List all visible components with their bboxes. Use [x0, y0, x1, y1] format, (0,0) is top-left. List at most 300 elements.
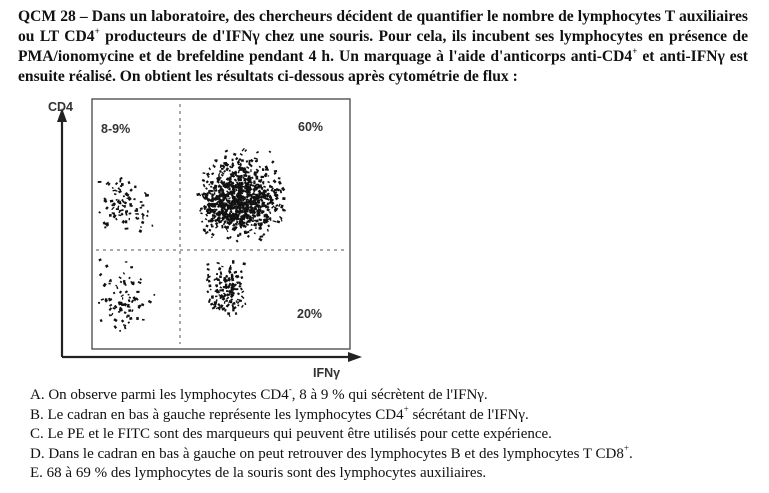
event-dot — [210, 303, 214, 306]
event-dot — [201, 221, 203, 223]
event-dot — [236, 300, 238, 303]
event-dot — [253, 193, 257, 196]
event-dot — [219, 307, 221, 311]
event-dot — [230, 221, 232, 223]
event-dot — [216, 278, 219, 280]
event-dot — [112, 187, 114, 189]
event-dot — [117, 205, 119, 208]
event-dot — [208, 167, 211, 170]
event-dot — [206, 180, 209, 183]
event-dot — [111, 207, 114, 211]
event-dot — [233, 153, 237, 156]
event-dot — [108, 283, 110, 285]
event-dot — [210, 289, 212, 291]
event-dot — [240, 153, 243, 156]
event-dot — [220, 271, 223, 275]
event-dot — [207, 212, 211, 214]
event-dot — [116, 199, 118, 201]
question-part: et anti-IFNγ est ensuite réalisé. On obtient les résultats ci-dessous après cytométrie de flux : — [18, 48, 752, 85]
event-dot — [219, 281, 221, 284]
event-dot — [262, 210, 264, 212]
superscript: + — [632, 45, 638, 56]
event-dot — [278, 181, 282, 185]
event-dot — [237, 282, 241, 283]
event-dot — [229, 315, 231, 317]
event-dot — [126, 315, 127, 318]
event-dot — [136, 317, 139, 320]
event-dot — [219, 170, 222, 173]
event-dot — [223, 286, 226, 288]
event-dot — [209, 298, 211, 301]
event-dot — [98, 258, 101, 261]
event-dot — [218, 267, 221, 271]
quadrant-top-left-percent: 8-9% — [101, 122, 131, 136]
event-dot — [124, 205, 126, 208]
event-dot — [239, 233, 241, 236]
event-dot — [221, 266, 223, 268]
event-dot — [260, 176, 264, 178]
event-dot — [109, 214, 112, 217]
event-dot — [225, 167, 229, 171]
event-dot — [112, 212, 115, 213]
event-dot — [237, 292, 240, 295]
event-dot — [225, 150, 229, 153]
event-dot — [237, 304, 239, 306]
event-dot — [142, 319, 145, 321]
y-axis-label: CD4 — [48, 100, 74, 114]
answer-text: A. On observe parmi les lymphocytes CD4 — [30, 387, 289, 403]
event-dot — [211, 233, 215, 236]
event-dot — [203, 172, 206, 174]
event-dot — [216, 273, 218, 275]
event-dot — [225, 216, 228, 218]
answer-list — [30, 386, 760, 484]
event-dot — [138, 281, 142, 284]
event-dot — [215, 189, 218, 192]
event-dot — [246, 160, 248, 162]
event-dot — [219, 286, 222, 289]
event-dot — [113, 325, 117, 329]
event-dot — [231, 278, 234, 282]
event-dot — [258, 210, 261, 212]
event-dot — [246, 166, 249, 169]
answer-option-e[interactable] — [30, 464, 760, 484]
event-dot — [125, 261, 128, 262]
event-dot — [120, 281, 123, 284]
event-dot — [139, 278, 142, 281]
event-dot — [259, 235, 263, 238]
event-dot — [100, 319, 103, 322]
event-dot — [205, 218, 208, 220]
event-dot — [235, 157, 238, 160]
event-dot — [229, 212, 231, 215]
event-dot — [125, 228, 129, 230]
event-dot — [225, 300, 228, 303]
event-dot — [135, 213, 139, 215]
event-dot — [219, 289, 223, 291]
event-dot — [241, 182, 243, 183]
event-dot — [205, 224, 208, 227]
event-dot — [211, 172, 214, 175]
event-dot — [228, 270, 232, 274]
event-dot — [258, 218, 262, 221]
event-dot — [282, 197, 285, 200]
event-dot — [235, 173, 237, 176]
event-dot — [107, 222, 109, 225]
event-dot — [271, 205, 274, 208]
event-dot — [247, 235, 250, 238]
event-dot — [209, 284, 212, 287]
event-dot — [227, 200, 229, 203]
event-dot — [235, 189, 237, 192]
event-dot — [256, 214, 259, 216]
event-dot — [266, 217, 268, 219]
event-dot — [115, 190, 118, 192]
event-dot — [217, 218, 220, 220]
event-dot — [105, 264, 109, 268]
event-dot — [119, 291, 122, 294]
event-dot — [226, 297, 229, 300]
event-dot — [147, 210, 149, 213]
event-dot — [226, 218, 228, 220]
event-dot — [234, 178, 237, 181]
event-dot — [141, 221, 144, 224]
event-dot — [232, 196, 235, 199]
event-dot — [269, 150, 272, 153]
event-dot — [273, 220, 277, 222]
event-dot — [227, 230, 229, 232]
event-dot — [140, 226, 142, 228]
event-dot — [241, 295, 245, 299]
event-dot — [255, 227, 257, 229]
event-dot — [275, 196, 279, 200]
event-dot — [128, 277, 131, 280]
event-dot — [228, 206, 231, 209]
event-dot — [218, 173, 220, 176]
event-dot — [205, 187, 208, 190]
event-dot — [119, 330, 121, 332]
event-dot — [206, 172, 210, 176]
event-dot — [118, 214, 121, 216]
event-dot — [141, 213, 145, 217]
event-dot — [228, 283, 231, 287]
event-dot — [236, 240, 239, 243]
event-dot — [228, 197, 231, 199]
event-dot — [230, 185, 232, 187]
event-dot — [239, 221, 241, 224]
event-dot — [211, 295, 214, 298]
event-dot — [226, 237, 229, 240]
event-dot — [252, 217, 254, 220]
event-dot — [110, 279, 112, 282]
question-part: producteurs de d'IFNγ chez une souris. Pour cela, ils incubent ses lymphocytes en présence de PMA/ionomycine et de brefeldine pendant 4 h. Un marquage à l'aide d'anticorps anti-CD4 — [18, 28, 752, 65]
event-dot — [127, 294, 129, 296]
event-dot — [239, 164, 242, 166]
event-dot — [232, 308, 234, 312]
event-dot — [265, 214, 267, 217]
event-dot — [262, 168, 264, 171]
event-dot — [216, 307, 218, 309]
event-dot — [250, 224, 252, 226]
event-dot — [208, 183, 210, 185]
event-dot — [280, 204, 284, 208]
event-dot — [131, 309, 133, 312]
event-dot — [232, 260, 235, 264]
event-dot — [129, 188, 132, 191]
event-dot — [128, 299, 131, 302]
x-axis-arrow-icon — [348, 352, 362, 362]
question-text — [18, 7, 752, 87]
answer-text-rest: , 8 à 9 % qui sécrètent de l'IFNγ. — [291, 387, 488, 403]
event-dot — [210, 190, 212, 192]
superscript: - — [288, 384, 292, 394]
event-dot — [98, 302, 100, 304]
event-dot — [203, 184, 206, 188]
event-dot — [202, 179, 206, 182]
event-dot — [230, 211, 233, 213]
event-dot — [208, 229, 211, 232]
answer-text: B. Le cadran en bas à gauche représente les lymphocytes CD4 — [30, 406, 404, 423]
event-dot — [275, 204, 278, 207]
event-dot — [207, 268, 210, 271]
event-dot — [121, 220, 125, 224]
event-dot — [110, 200, 114, 203]
event-dot — [244, 149, 247, 152]
event-dot — [244, 231, 247, 235]
event-dot — [118, 190, 122, 194]
event-dot — [99, 273, 103, 277]
event-dot — [115, 218, 118, 221]
event-dot — [241, 159, 244, 162]
event-dot — [114, 193, 117, 195]
event-dot — [249, 229, 253, 232]
event-dot — [216, 262, 219, 264]
event-dot — [123, 324, 126, 326]
event-dot — [245, 202, 248, 204]
event-dot — [224, 220, 226, 222]
event-dot — [235, 223, 238, 226]
event-dot — [237, 234, 239, 237]
event-dot — [140, 201, 143, 203]
event-dot — [206, 263, 209, 266]
event-dot — [128, 212, 131, 214]
event-dot — [237, 161, 240, 164]
event-dot — [255, 185, 257, 187]
event-dot — [269, 211, 271, 214]
answer-text-rest: . — [628, 445, 633, 462]
event-dot — [124, 326, 127, 329]
event-dot — [200, 207, 203, 210]
event-dot — [129, 317, 132, 320]
event-dot — [259, 166, 261, 168]
event-dot — [254, 232, 256, 234]
event-dot — [281, 187, 285, 191]
event-dot — [98, 181, 102, 183]
event-dot — [139, 229, 143, 233]
event-dot — [215, 296, 218, 298]
event-dot — [129, 218, 130, 220]
event-dot — [237, 214, 238, 216]
answer-text: E. 68 à 69 % des lymphocytes de la souris sont des lymphocytes auxiliaires. — [30, 465, 487, 482]
event-dot — [250, 159, 254, 163]
event-dot — [125, 220, 127, 223]
event-dot — [115, 285, 117, 287]
event-dot — [210, 185, 213, 188]
event-dot — [274, 172, 277, 175]
event-dot — [123, 272, 125, 275]
event-dot — [242, 216, 244, 218]
event-dot — [120, 303, 123, 306]
event-dot — [223, 170, 226, 173]
event-dot — [225, 279, 227, 282]
event-dot — [269, 185, 270, 188]
answer-text: D. Dans le cadran en bas à gauche on peut retrouver des lymphocytes B et des lymphocytes T CD8 — [30, 445, 624, 462]
event-dot — [214, 185, 217, 189]
event-dot — [215, 299, 217, 303]
quadrant-bottom-right-percent: 20% — [297, 307, 323, 321]
flow-cytometry-figure — [0, 92, 380, 387]
event-dot — [235, 312, 238, 315]
event-dot — [226, 290, 228, 292]
event-dot — [123, 303, 127, 307]
event-dot — [132, 282, 135, 285]
event-dots — [98, 148, 286, 332]
event-dot — [140, 207, 143, 209]
event-dot — [148, 300, 152, 304]
event-dot — [120, 185, 122, 187]
event-dot — [215, 197, 217, 199]
event-dot — [211, 236, 213, 238]
superscript: + — [94, 25, 100, 36]
event-dot — [256, 151, 259, 154]
event-dot — [224, 212, 226, 214]
event-dot — [277, 220, 281, 223]
event-dot — [136, 291, 139, 293]
event-dot — [103, 283, 107, 287]
event-dot — [243, 189, 245, 191]
event-dot — [267, 175, 269, 176]
event-dot — [145, 194, 149, 197]
event-dot — [246, 199, 249, 201]
superscript: + — [403, 403, 409, 414]
event-dot — [206, 290, 209, 293]
event-dot — [224, 155, 227, 159]
event-dot — [241, 290, 244, 293]
event-dot — [200, 212, 203, 214]
event-dot — [133, 198, 135, 200]
event-dot — [228, 277, 231, 279]
x-axis-label: IFNγ — [313, 366, 341, 380]
event-dot — [119, 276, 122, 279]
answer-option-b[interactable] — [30, 403, 760, 426]
event-dot — [232, 303, 234, 305]
event-dot — [248, 175, 251, 178]
event-dot — [153, 294, 155, 296]
event-dot — [251, 201, 253, 203]
event-dot — [250, 184, 252, 186]
event-dot — [253, 181, 255, 185]
event-dot — [224, 301, 226, 304]
event-dot — [134, 186, 136, 189]
event-dot — [116, 286, 118, 289]
event-dot — [238, 285, 241, 288]
event-dot — [241, 305, 244, 308]
event-dot — [227, 312, 230, 315]
event-dot — [237, 175, 240, 178]
event-dot — [125, 290, 128, 293]
event-dot — [250, 169, 251, 172]
answer-text-rest: sécrétant de l'IFNγ. — [408, 406, 529, 423]
event-dot — [267, 188, 270, 191]
event-dot — [280, 190, 282, 194]
event-dot — [221, 225, 223, 228]
event-dot — [128, 181, 131, 184]
event-dot — [237, 299, 241, 301]
event-dot — [250, 198, 252, 202]
event-dot — [210, 203, 211, 205]
event-dot — [109, 307, 113, 311]
event-dot — [229, 170, 231, 172]
event-dot — [109, 314, 112, 317]
event-dot — [216, 223, 218, 226]
answer-option-c[interactable] — [30, 425, 760, 445]
event-dot — [278, 177, 281, 179]
event-dot — [278, 203, 281, 206]
event-dot — [113, 318, 117, 322]
event-dot — [141, 303, 144, 306]
event-dot — [240, 270, 243, 273]
event-dot — [121, 294, 124, 297]
answer-text: C. Le PE et le FITC sont des marqueurs qui peuvent être utilisés pour cette expérience. — [30, 426, 552, 443]
event-dot — [115, 182, 118, 185]
event-dot — [122, 297, 123, 299]
event-dot — [273, 179, 277, 183]
event-dot — [214, 159, 217, 161]
event-dot — [231, 304, 234, 308]
event-dot — [267, 229, 269, 232]
cytometry-plot — [0, 92, 380, 387]
event-dot — [267, 181, 270, 183]
event-dot — [128, 309, 131, 312]
event-dot — [244, 303, 246, 306]
event-dot — [123, 195, 125, 197]
event-dot — [151, 225, 153, 227]
answer-option-d[interactable] — [30, 442, 760, 465]
event-dot — [124, 311, 127, 314]
event-dot — [129, 297, 131, 299]
event-dot — [98, 211, 101, 214]
event-dot — [240, 287, 243, 290]
event-dot — [255, 160, 258, 162]
event-dot — [271, 160, 274, 164]
event-dot — [230, 219, 232, 221]
event-dot — [254, 157, 258, 159]
event-dot — [266, 208, 270, 212]
event-dot — [141, 204, 144, 206]
event-dot — [267, 224, 270, 227]
answer-option-a[interactable] — [30, 386, 760, 406]
question-part: QCM 28 – Dans un laboratoire, des chercheurs décident de quantifier le nombre de lymphocytes T auxiliaires ou LT CD4 — [18, 8, 752, 45]
event-dot — [125, 210, 128, 213]
event-dot — [105, 206, 109, 210]
event-dot — [227, 226, 229, 229]
event-dot — [232, 159, 234, 161]
event-dot — [146, 215, 149, 218]
quadrant-top-right-percent: 60% — [298, 120, 324, 134]
event-dot — [219, 275, 222, 278]
event-dot — [223, 202, 225, 204]
event-dot — [101, 298, 104, 300]
